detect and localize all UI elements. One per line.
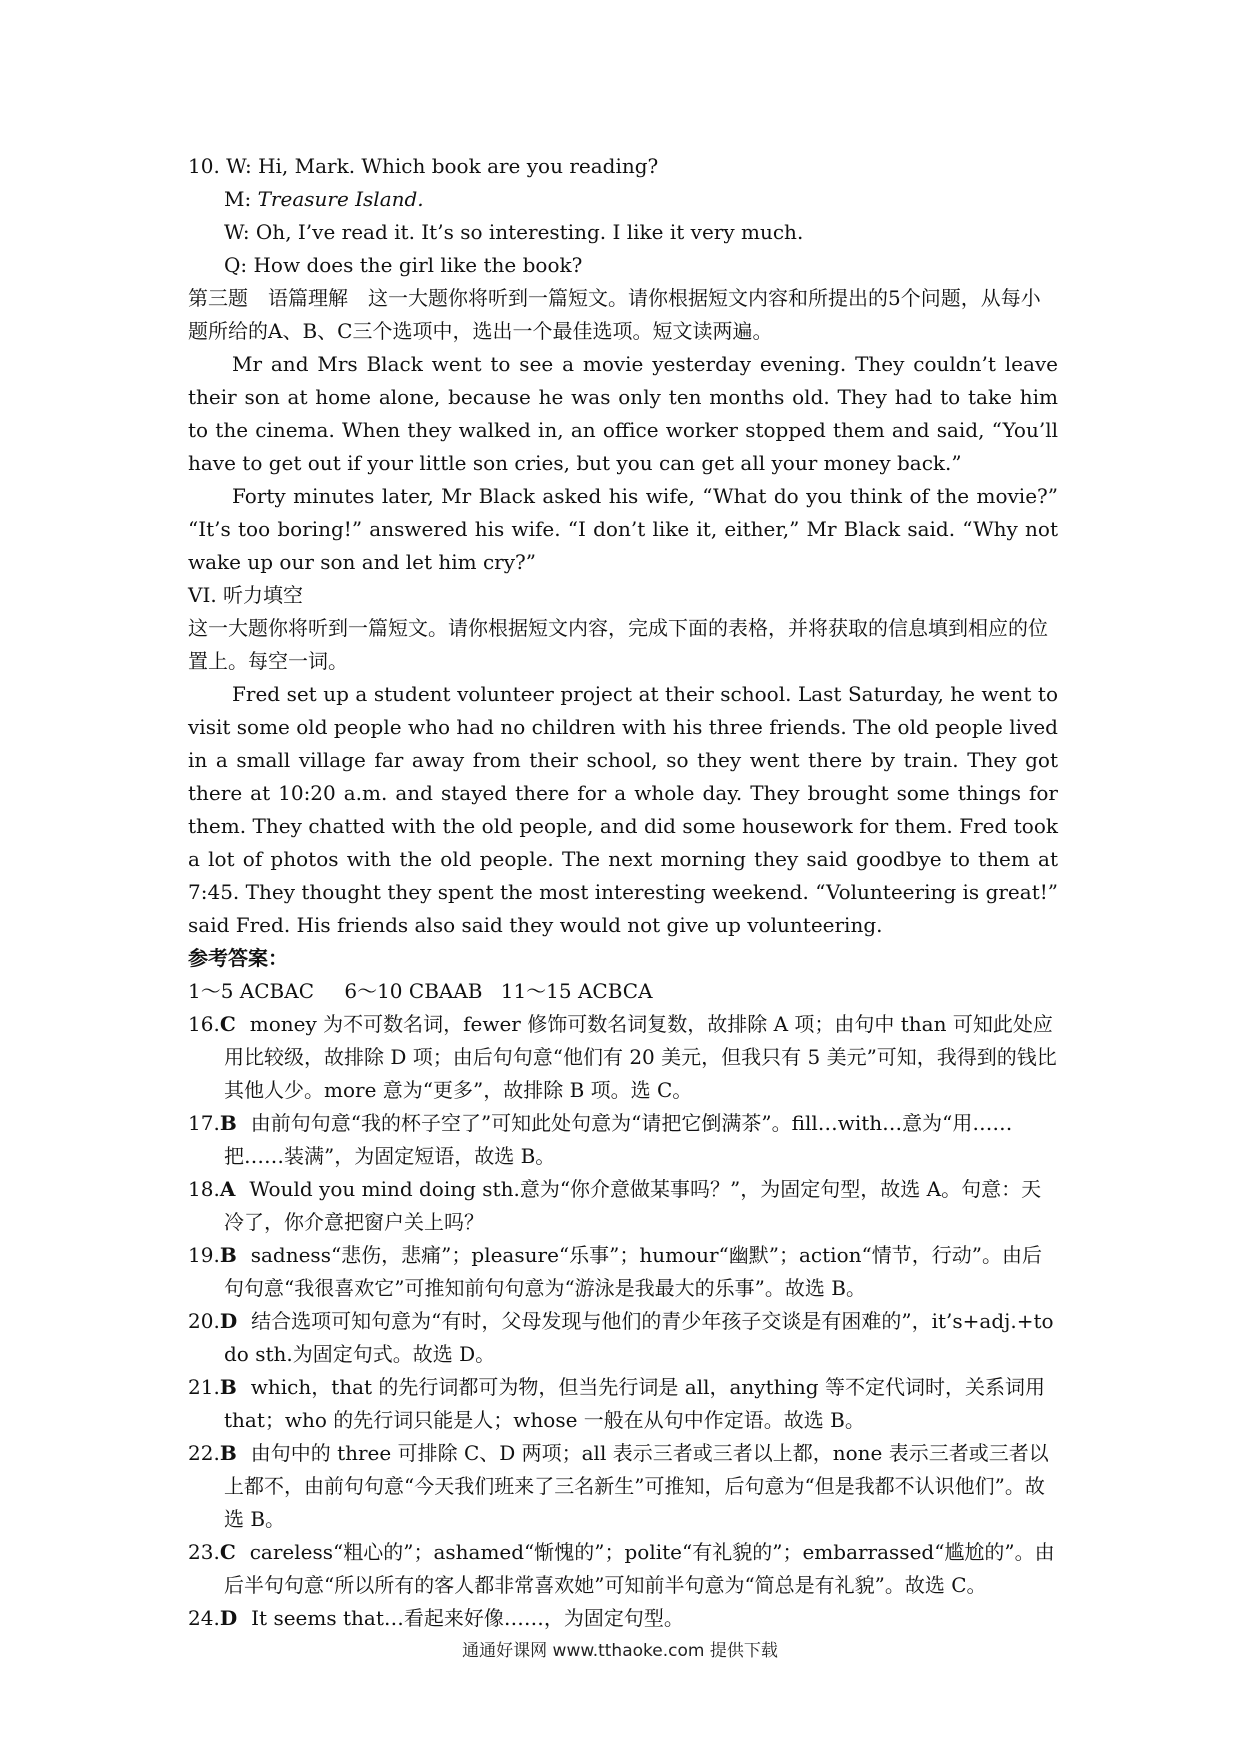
answer-text: money 为不可数名词，fewer 修饰可数名词复数，故排除 A 项；由句中 than 可知此处应用比较级，故排除 D 项；由后句句意“他们有 20 美元，但我只有 5 美元”可知，我得到的钱比其他人少。more 意为“更多”，故排除 B 项。选 C。 (224, 1012, 1057, 1102)
answer-number: 16. (188, 1012, 220, 1036)
dialogue-line-1: 10. W: Hi, Mark. Which book are you reading? (188, 154, 659, 178)
answer-item-24 (188, 1602, 1058, 1635)
dialogue-line-2 (188, 183, 1058, 216)
answer-group-3: 11～15 ACBCA (500, 979, 653, 1003)
answer-text: 结合选项可知句意为“有时，父母发现与他们的青少年孩子交谈是有困难的”，it’s+adj.+to do sth.为固定句式。故选 D。 (224, 1309, 1054, 1366)
answer-number: 21. (188, 1375, 220, 1399)
book-title: Treasure Island. (257, 187, 424, 211)
answer-letter: B (219, 1441, 237, 1465)
answer-groups (188, 975, 1058, 1008)
answer-letter: D (219, 1309, 238, 1333)
section6-paragraph: Fred set up a student volunteer project at their school. Last Saturday, he went to visit some old people who had no children with his three friends. The old people lived in a small village far away from their school, so they went there by train. They got there at 10:20 a.m. and stayed there for a whole day. They brought some things for them. They chatted with the old people, and did some housework for them. Fred took a lot of photos with the old people. The next morning they said goodbye to them at 7:45. They thought they spent the most interesting weekend. “Volunteering is great!” said Fred. His friends also said they would not give up volunteering. (188, 682, 1058, 937)
answer-text: sadness“悲伤，悲痛”；pleasure“乐事”；humour“幽默”；action“情节，行动”。由后句句意“我很喜欢它”可推知前句句意为“游泳是我最大的乐事”。故选 B。 (224, 1243, 1042, 1300)
answer-item-16 (188, 1008, 1058, 1107)
section3-paragraph-2: Forty minutes later, Mr Black asked his wife, “What do you think of the movie?” “It’s too boring!” answered his wife. “I don’t like it, either,” Mr Black said. “Why not wake up our son and let him cry?” (188, 484, 1058, 574)
answer-item-21 (188, 1371, 1058, 1437)
answer-number: 20. (188, 1309, 220, 1333)
answer-group-1: 1～5 ACBAC (188, 979, 314, 1003)
section6-instruction: 这一大题你将听到一篇短文。请你根据短文内容，完成下面的表格，并将获取的信息填到相应的位置上。每空一词。 (188, 616, 1048, 673)
answer-text: 由句中的 three 可排除 C、D 两项；all 表示三者或三者以上都，none 表示三者或三者以上都不，由前句句意“今天我们班来了三名新生”可推知，后句意为“但是我都不认识他们”。故选 B。 (224, 1441, 1049, 1531)
answer-item-19 (188, 1239, 1058, 1305)
answer-item-23 (188, 1536, 1058, 1602)
answer-number: 17. (188, 1111, 220, 1135)
answers-title: 参考答案： (188, 946, 288, 970)
answer-number: 19. (188, 1243, 220, 1267)
section6-heading: VI. 听力填空 (188, 583, 304, 607)
answer-text: Would you mind doing sth.意为“你介意做某事吗？”，为固定句型，故选 A。句意：天冷了，你介意把窗户关上吗？ (224, 1177, 1042, 1234)
answer-number: 23. (188, 1540, 220, 1564)
dialogue-line-2-text: M: Treasure Island. (224, 187, 424, 211)
answer-number: 22. (188, 1441, 220, 1465)
answer-item-20 (188, 1305, 1058, 1371)
section3-paragraph-1: Mr and Mrs Black went to see a movie yesterday evening. They couldn’t leave their son at home alone, because he was only ten months old. They had to take him to the cinema. When they walked in, an office worker stopped them and said, “You’ll have to get out if your little son cries, but you can get all your money back.” (188, 352, 1058, 475)
answer-letter: A (219, 1177, 236, 1201)
answer-item-18 (188, 1173, 1058, 1239)
dialogue-line-3: W: Oh, I’ve read it. It’s so interesting. I like it very much. (224, 220, 804, 244)
answer-text: It seems that…看起来好像……，为固定句型。 (251, 1606, 684, 1630)
answer-letter: B (219, 1111, 237, 1135)
answer-letter: B (219, 1243, 237, 1267)
answer-explanations (188, 1008, 1058, 1635)
answer-item-17 (188, 1107, 1058, 1173)
answer-text: 由前句句意“我的杯子空了”可知此处句意为“请把它倒满茶”。fill…with…意为“用……把……装满”，为固定短语，故选 B。 (224, 1111, 1013, 1168)
answer-letter: B (219, 1375, 237, 1399)
answer-letter: C (219, 1012, 236, 1036)
answer-letter: D (219, 1606, 238, 1630)
dialogue-question: Q: How does the girl like the book? (224, 253, 583, 277)
answer-text: which，that 的先行词都可为物，但当先行词是 all，anything 等不定代词时，关系词用 that；who 的先行词只能是人；whose 一般在从句中作定语。故选 B。 (224, 1375, 1045, 1432)
dialogue-block (188, 150, 1058, 282)
page-footer: 通通好课网 www.tthaoke.com 提供下载 (462, 1641, 778, 1661)
answer-group-2: 6～10 CBAAB (344, 979, 483, 1003)
answer-number: 18. (188, 1177, 220, 1201)
answer-text: careless“粗心的”；ashamed“惭愧的”；polite“有礼貌的”；embarrassed“尴尬的”。由后半句句意“所以所有的客人都非常喜欢她”可知前半句意为“简总是有礼貌”。故选 C。 (224, 1540, 1055, 1597)
page-content (188, 150, 1058, 1635)
section3-instruction: 第三题 语篇理解 这一大题你将听到一篇短文。请你根据短文内容和所提出的5个问题，从每小题所给的A、B、C三个选项中，选出一个最佳选项。短文读两遍。 (188, 286, 1041, 343)
answer-item-22 (188, 1437, 1058, 1536)
answer-letter: C (219, 1540, 236, 1564)
answer-number: 24. (188, 1606, 220, 1630)
